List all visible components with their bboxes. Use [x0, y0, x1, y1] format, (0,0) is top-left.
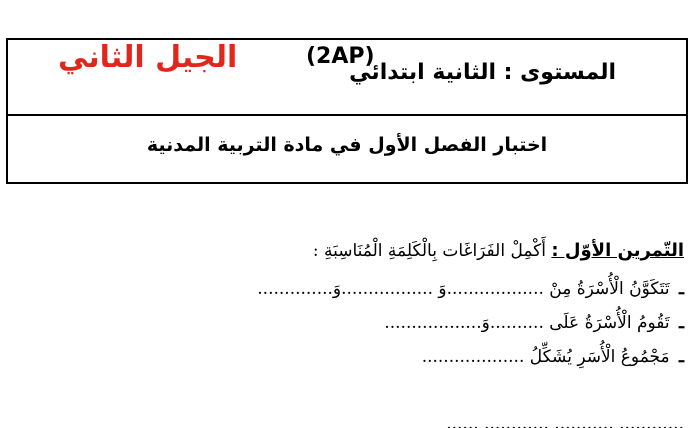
exercise-line-3: [24, 340, 684, 374]
line-bullet: ـ: [679, 347, 684, 367]
exercise-line-text: تَقُومُ الْأُسْرَةُ عَلَى ..........وَ..................: [384, 313, 670, 333]
brand-title: الجيل الثاني: [58, 40, 238, 75]
level-code: (2AP): [306, 44, 375, 69]
exercise-line-text: تَتَكَوَّنُ الْأُسْرَةُ مِنْ ..................وَ .................وَ..............: [257, 279, 670, 299]
header-box: [6, 38, 688, 184]
exercise-title: التّمرين الأوّل :: [551, 240, 684, 261]
header-divider: [8, 114, 686, 116]
exercise-heading: [24, 240, 684, 272]
line-bullet: ـ: [679, 279, 684, 299]
exam-title: اختبار الفصل الأول في مادة التربية المدنية: [146, 134, 548, 156]
partial-line: ............ ........... ............ ......: [446, 414, 684, 428]
exercise-line-1: [24, 272, 684, 306]
exercise-1: [24, 240, 684, 374]
level-label: المستوى : الثانية ابتدائي: [349, 60, 616, 85]
exercise-line-text: مَجْمُوعُ الْأُسَرِ يُشَكِّلُ ...................: [421, 347, 670, 367]
exercise-line-2: [24, 306, 684, 340]
line-bullet: ـ: [679, 313, 684, 333]
exercise-instruction: أَكْمِلْ الفَرَاغَات بِالْكَلِمَةِ الْمُنَاسِبَةِ :: [312, 241, 546, 261]
